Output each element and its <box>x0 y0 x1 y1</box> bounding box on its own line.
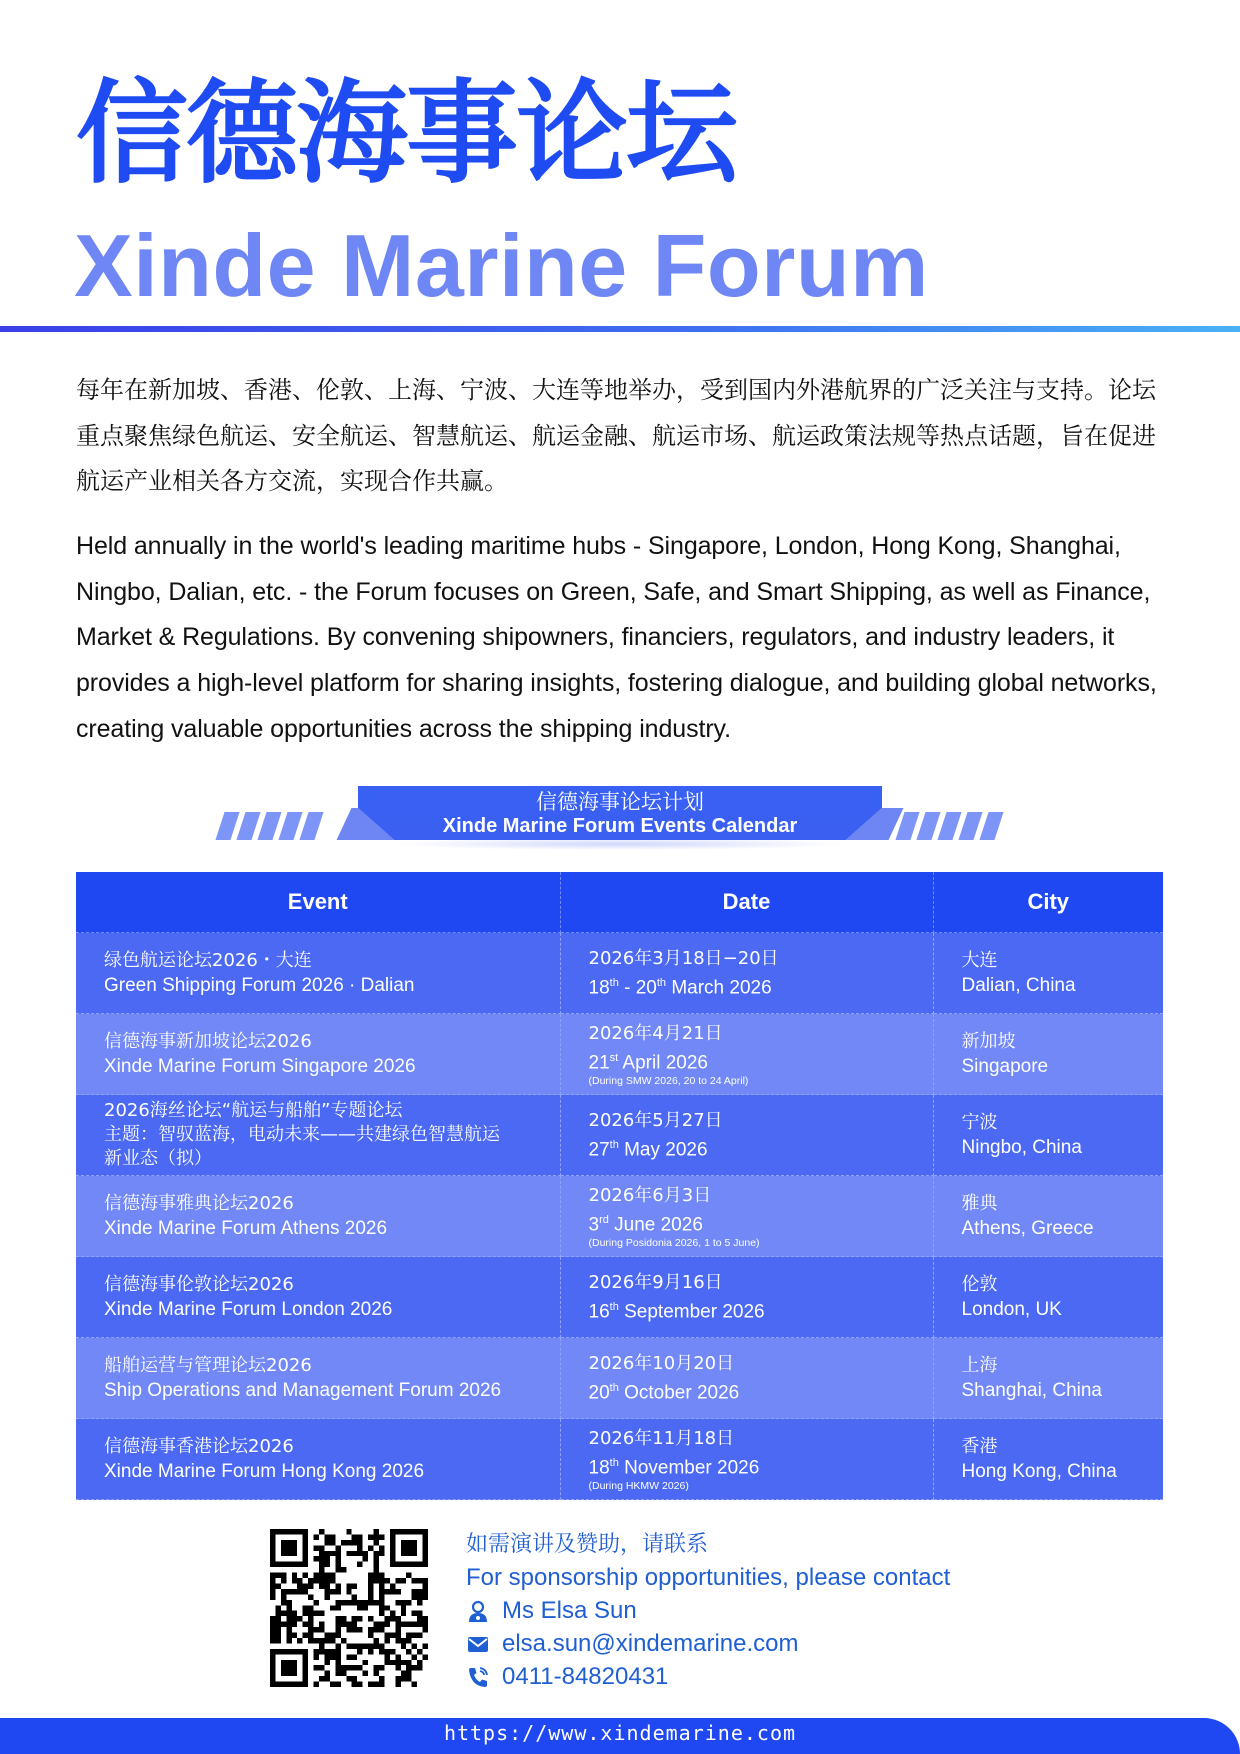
gradient-divider <box>0 326 1240 332</box>
phone-icon <box>466 1665 490 1689</box>
city-cell: 伦敦 London, UK <box>933 1257 1163 1338</box>
person-icon <box>466 1599 490 1623</box>
calendar-banner <box>220 786 1020 842</box>
table-row <box>76 1338 1163 1419</box>
date-cell: 2026年10月20日 20th October 2026 <box>560 1338 933 1419</box>
city-cell: 大连 Dalian, China <box>933 933 1163 1014</box>
contact-heading-en: For sponsorship opportunities, please contact <box>466 1564 951 1591</box>
event-cell: 信德海事新加坡论坛2026 Xinde Marine Forum Singapore 2026 <box>76 1014 560 1095</box>
banner-stripes-left <box>220 812 319 840</box>
footer-url[interactable]: https://www.xindemarine.com <box>443 1721 797 1745</box>
event-cell: 信德海事伦敦论坛2026 Xinde Marine Forum London 2026 <box>76 1257 560 1338</box>
banner-stripes-right <box>900 812 999 840</box>
event-cell: 绿色航运论坛2026・大连 Green Shipping Forum 2026 · Dalian <box>76 933 560 1014</box>
city-cell: 新加坡 Singapore <box>933 1014 1163 1095</box>
table-row <box>76 1095 1163 1176</box>
date-cell: 2026年5月27日 27th May 2026 <box>560 1095 933 1176</box>
contact-name: Ms Elsa Sun <box>502 1597 637 1624</box>
date-cell: 2026年6月3日 3rd June 2026 (During Posidonia 2026, 1 to 5 June) <box>560 1176 933 1257</box>
date-cell: 2026年3月18日−20日 18th - 20th March 2026 <box>560 933 933 1014</box>
city-cell: 宁波 Ningbo, China <box>933 1095 1163 1176</box>
contact-email[interactable]: elsa.sun@xindemarine.com <box>502 1630 799 1657</box>
date-cell: 2026年11月18日 18th November 2026 (During HKMW 2026) <box>560 1419 933 1500</box>
city-cell: 上海 Shanghai, China <box>933 1338 1163 1419</box>
table-row <box>76 1419 1163 1500</box>
city-cell: 雅典 Athens, Greece <box>933 1176 1163 1257</box>
header-date: Date <box>560 872 933 933</box>
header-city: City <box>933 872 1163 933</box>
event-cell: 2026海丝论坛“航运与船舶”专题论坛 主题：智驭蓝海，电动未来——共建绿色智慧航运 新业态（拟） <box>76 1095 560 1176</box>
date-cell: 2026年9月16日 16th September 2026 <box>560 1257 933 1338</box>
calendar-title-en: Xinde Marine Forum Events Calendar <box>442 815 798 837</box>
intro-en: Held annually in the world's leading maritime hubs - Singapore, London, Hong Kong, Shanghai, Ningbo, Dalian, etc. - the Forum focuses on Green, Safe, and Smart Shipping, as well as Finance, Market & Regulations. By convening shipowners, financiers, regulators, and industry leaders, it provides a high-level platform for sharing insights, fostering dialogue, and building global networks, creating valuable opportunities across the shipping industry. <box>76 532 1157 743</box>
event-cell: 船舶运营与管理论坛2026 Ship Operations and Management Forum 2026 <box>76 1338 560 1419</box>
contact-phone[interactable]: 0411-84820431 <box>502 1663 669 1690</box>
page-title-en: Xinde Marine Forum <box>74 216 929 315</box>
qr-code[interactable] <box>268 1529 430 1687</box>
events-table <box>76 872 1163 1500</box>
table-row <box>76 933 1163 1014</box>
mail-icon <box>466 1632 490 1656</box>
contact-email-row <box>466 1630 799 1658</box>
table-row <box>76 1257 1163 1338</box>
table-row <box>76 1014 1163 1095</box>
city-cell: 香港 Hong Kong, China <box>933 1419 1163 1500</box>
table-row <box>76 1176 1163 1257</box>
intro-cn: 每年在新加坡、香港、伦敦、上海、宁波、大连等地举办，受到国内外港航界的广泛关注与支持。论坛重点聚焦绿色航运、安全航运、智慧航运、航运金融、航运市场、航运政策法规等热点话题，旨在促进航运产业相关各方交流，实现合作共赢。 <box>76 376 1156 495</box>
contact-phone-row <box>466 1663 668 1691</box>
calendar-title-cn: 信德海事论坛计划 <box>536 790 704 814</box>
date-cell: 2026年4月21日 21st April 2026 (During SMW 2026, 20 to 24 April) <box>560 1014 933 1095</box>
event-cell: 信德海事香港论坛2026 Xinde Marine Forum Hong Kong 2026 <box>76 1419 560 1500</box>
header-event: Event <box>76 872 560 933</box>
event-cell: 信德海事雅典论坛2026 Xinde Marine Forum Athens 2026 <box>76 1176 560 1257</box>
page-title-cn: 信德海事论坛 <box>76 69 736 199</box>
contact-heading-cn: 如需演讲及赞助，请联系 <box>466 1532 709 1557</box>
contact-name-row <box>466 1597 637 1625</box>
